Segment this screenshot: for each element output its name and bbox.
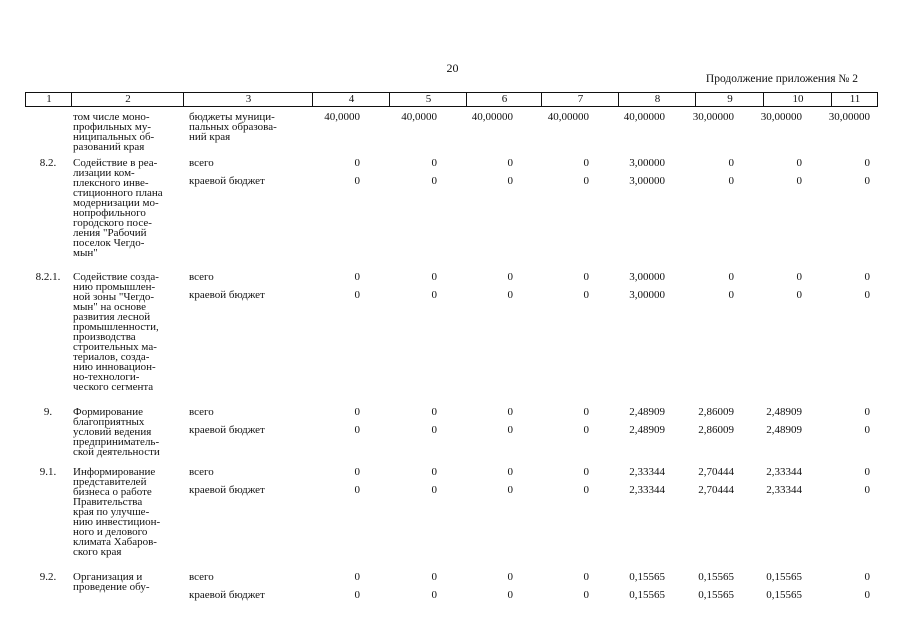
value-cell: 2,33344	[766, 484, 802, 496]
value-col-7	[584, 467, 590, 503]
value-cell: 0,15565	[629, 571, 665, 583]
value-col-7	[584, 158, 590, 194]
value-col-4	[355, 467, 361, 503]
value-col-9	[693, 112, 734, 130]
value-cell: 0	[431, 571, 437, 583]
value-col-11	[865, 467, 871, 503]
value-cell: 0	[431, 406, 437, 418]
value-col-5	[432, 572, 438, 608]
value-cell: 0,15565	[766, 571, 802, 583]
value-cell: 2,70444	[698, 466, 734, 478]
funding-sources	[189, 158, 299, 194]
row-number: 9.	[43, 406, 53, 418]
value-cell: 0,15565	[766, 589, 802, 601]
value-cell: 2,70444	[698, 484, 734, 496]
row-number: 8.2.	[39, 157, 57, 169]
value-cell: 0	[796, 157, 802, 169]
funding-source: всего	[189, 466, 214, 478]
value-cell: 40,0000	[401, 111, 437, 123]
value-cell: 0	[583, 157, 589, 169]
value-col-10	[766, 572, 802, 608]
value-col-8	[629, 572, 665, 608]
funding-sources	[189, 572, 299, 608]
funding-source: краевой бюджет	[189, 424, 265, 436]
value-col-6	[472, 112, 513, 130]
value-col-8	[629, 467, 665, 503]
value-cell: 0	[354, 271, 360, 283]
value-cell: 0	[431, 175, 437, 187]
value-cell: 3,00000	[629, 175, 665, 187]
value-col-5	[401, 112, 437, 130]
header-col-3: 3	[245, 93, 252, 105]
value-cell: 0	[864, 466, 870, 478]
value-cell: 0	[507, 466, 513, 478]
funding-source: всего	[189, 571, 214, 583]
funding-source: всего	[189, 271, 214, 283]
row-number: 9.1.	[39, 466, 57, 478]
value-col-4	[324, 112, 360, 130]
value-cell: 0	[583, 289, 589, 301]
value-cell: 0	[354, 571, 360, 583]
value-cell: 0	[354, 175, 360, 187]
value-col-8	[629, 407, 665, 443]
value-cell: 2,33344	[766, 466, 802, 478]
value-cell: 0,15565	[698, 589, 734, 601]
funding-source: бюджеты муници- пальных образова- ний края	[189, 111, 277, 143]
value-cell: 0	[864, 589, 870, 601]
row-name: Содействие созда- нию промышлен- ной зоны "Чегдо- мын" на основе развития лесной промышленности, производства строительных ма- териалов, созда- нию инновацион- но-технологи- ческого сегмента	[73, 271, 159, 393]
value-cell: 0,15565	[698, 571, 734, 583]
value-col-5	[432, 158, 438, 194]
value-cell: 40,00000	[623, 111, 665, 123]
value-col-9	[729, 272, 735, 308]
header-col-10: 10	[792, 93, 804, 105]
value-cell: 0	[354, 406, 360, 418]
header-col-6: 6	[501, 93, 508, 105]
value-cell: 0	[796, 289, 802, 301]
value-cell: 0,15565	[629, 589, 665, 601]
value-cell: 0	[728, 175, 734, 187]
header-col-9: 9	[727, 93, 733, 105]
value-col-7	[584, 272, 590, 308]
value-cell: 0	[728, 289, 734, 301]
row-name: том числе моно- профильных му- ниципальных об- разований края	[73, 111, 155, 153]
funding-sources	[189, 407, 299, 443]
value-col-4	[355, 572, 361, 608]
value-cell: 2,48909	[766, 406, 802, 418]
value-cell: 0	[583, 271, 589, 283]
value-col-5	[432, 272, 438, 308]
value-cell: 40,0000	[324, 111, 360, 123]
value-cell: 3,00000	[629, 289, 665, 301]
value-cell: 0	[864, 289, 870, 301]
value-cell: 0	[796, 175, 802, 187]
value-cell: 30,00000	[828, 111, 870, 123]
value-cell: 0	[507, 175, 513, 187]
value-cell: 0	[507, 589, 513, 601]
value-cell: 0	[583, 406, 589, 418]
value-col-6	[508, 572, 514, 608]
value-col-10	[766, 407, 802, 443]
value-cell: 0	[583, 466, 589, 478]
value-cell: 0	[583, 589, 589, 601]
value-cell: 0	[864, 571, 870, 583]
row-name: Организация и проведение обу-	[73, 571, 150, 593]
value-col-11	[865, 272, 871, 308]
header-col-4: 4	[348, 93, 355, 105]
value-col-8	[629, 272, 665, 308]
value-cell: 0	[728, 271, 734, 283]
value-col-10	[797, 158, 803, 194]
value-col-6	[508, 272, 514, 308]
value-col-11	[865, 572, 871, 608]
value-col-6	[508, 467, 514, 503]
value-col-8	[629, 158, 665, 194]
value-cell: 0	[431, 157, 437, 169]
row-name: Формирование благоприятных условий ведения предприниматель- ской деятельности	[73, 406, 160, 458]
value-cell: 0	[354, 484, 360, 496]
header-col-8: 8	[654, 93, 661, 105]
value-cell: 0	[431, 466, 437, 478]
header-col-1: 1	[46, 93, 52, 105]
value-col-10	[766, 467, 802, 503]
funding-source: краевой бюджет	[189, 175, 265, 187]
value-col-11	[829, 112, 870, 130]
value-col-11	[865, 158, 871, 194]
value-cell: 30,00000	[692, 111, 734, 123]
value-cell: 0	[507, 484, 513, 496]
value-col-6	[508, 407, 514, 443]
value-cell: 0	[431, 271, 437, 283]
value-cell: 0	[864, 484, 870, 496]
value-col-7	[584, 572, 590, 608]
value-cell: 2,86009	[698, 406, 734, 418]
value-col-9	[729, 158, 735, 194]
value-cell: 0	[864, 424, 870, 436]
value-cell: 0	[431, 424, 437, 436]
continuation-caption: Продолжение приложения № 2	[705, 73, 858, 85]
funding-source: краевой бюджет	[189, 289, 265, 301]
page-number: 20	[446, 61, 459, 75]
header-col-5: 5	[425, 93, 432, 105]
row-name: Информирование представителей бизнеса о работе Правительства края по улучше- нию инвестицион- ного и делового климата Хабаров- ского края	[73, 466, 161, 558]
funding-source: всего	[189, 157, 214, 169]
header-col-7: 7	[577, 93, 584, 105]
value-cell: 0	[583, 571, 589, 583]
funding-source: краевой бюджет	[189, 484, 265, 496]
value-col-5	[432, 407, 438, 443]
value-cell: 0	[864, 157, 870, 169]
value-cell: 0	[431, 484, 437, 496]
value-cell: 0	[354, 424, 360, 436]
value-cell: 0	[354, 466, 360, 478]
funding-source: всего	[189, 406, 214, 418]
value-col-9	[698, 467, 734, 503]
value-cell: 2,86009	[698, 424, 734, 436]
value-cell: 0	[583, 424, 589, 436]
row-number: 9.2.	[39, 571, 57, 583]
value-cell: 0	[507, 289, 513, 301]
value-col-9	[698, 572, 734, 608]
value-cell: 0	[583, 175, 589, 187]
value-cell: 0	[507, 406, 513, 418]
value-cell: 2,48909	[629, 424, 665, 436]
value-cell: 0	[354, 289, 360, 301]
value-cell: 0	[354, 589, 360, 601]
value-cell: 0	[507, 157, 513, 169]
value-col-9	[698, 407, 734, 443]
value-cell: 0	[728, 157, 734, 169]
value-cell: 0	[354, 157, 360, 169]
row-name: Содействие в реа- лизации ком- плексного инве- стиционного плана модернизации мо- нопрофильного городского посе- ления "Рабочий поселок Чегдо- мын"	[73, 157, 163, 259]
value-col-5	[432, 467, 438, 503]
value-cell: 2,33344	[629, 484, 665, 496]
funding-source: краевой бюджет	[189, 589, 265, 601]
funding-sources	[189, 112, 299, 148]
value-cell: 0	[864, 271, 870, 283]
value-col-4	[355, 158, 361, 194]
value-col-4	[355, 407, 361, 443]
header-col-2: 2	[125, 93, 131, 105]
value-cell: 2,48909	[629, 406, 665, 418]
value-col-7	[584, 407, 590, 443]
value-col-6	[508, 158, 514, 194]
value-col-4	[355, 272, 361, 308]
value-col-10	[761, 112, 802, 130]
funding-sources	[189, 272, 299, 308]
funding-sources	[189, 467, 299, 503]
value-cell: 40,00000	[547, 111, 589, 123]
value-cell: 0	[507, 424, 513, 436]
value-cell: 3,00000	[629, 271, 665, 283]
value-col-7	[548, 112, 589, 130]
value-cell: 40,00000	[471, 111, 513, 123]
value-cell: 2,33344	[629, 466, 665, 478]
value-cell: 0	[507, 571, 513, 583]
value-cell: 0	[507, 271, 513, 283]
value-col-8	[624, 112, 665, 130]
value-cell: 30,00000	[760, 111, 802, 123]
value-col-10	[797, 272, 803, 308]
value-cell: 3,00000	[629, 157, 665, 169]
value-col-11	[865, 407, 871, 443]
value-cell: 0	[583, 484, 589, 496]
value-cell: 0	[796, 271, 802, 283]
value-cell: 0	[864, 175, 870, 187]
value-cell: 2,48909	[766, 424, 802, 436]
header-col-11: 11	[849, 93, 861, 105]
value-cell: 0	[864, 406, 870, 418]
row-number: 8.2.1.	[35, 271, 61, 283]
value-cell: 0	[431, 289, 437, 301]
value-cell: 0	[431, 589, 437, 601]
